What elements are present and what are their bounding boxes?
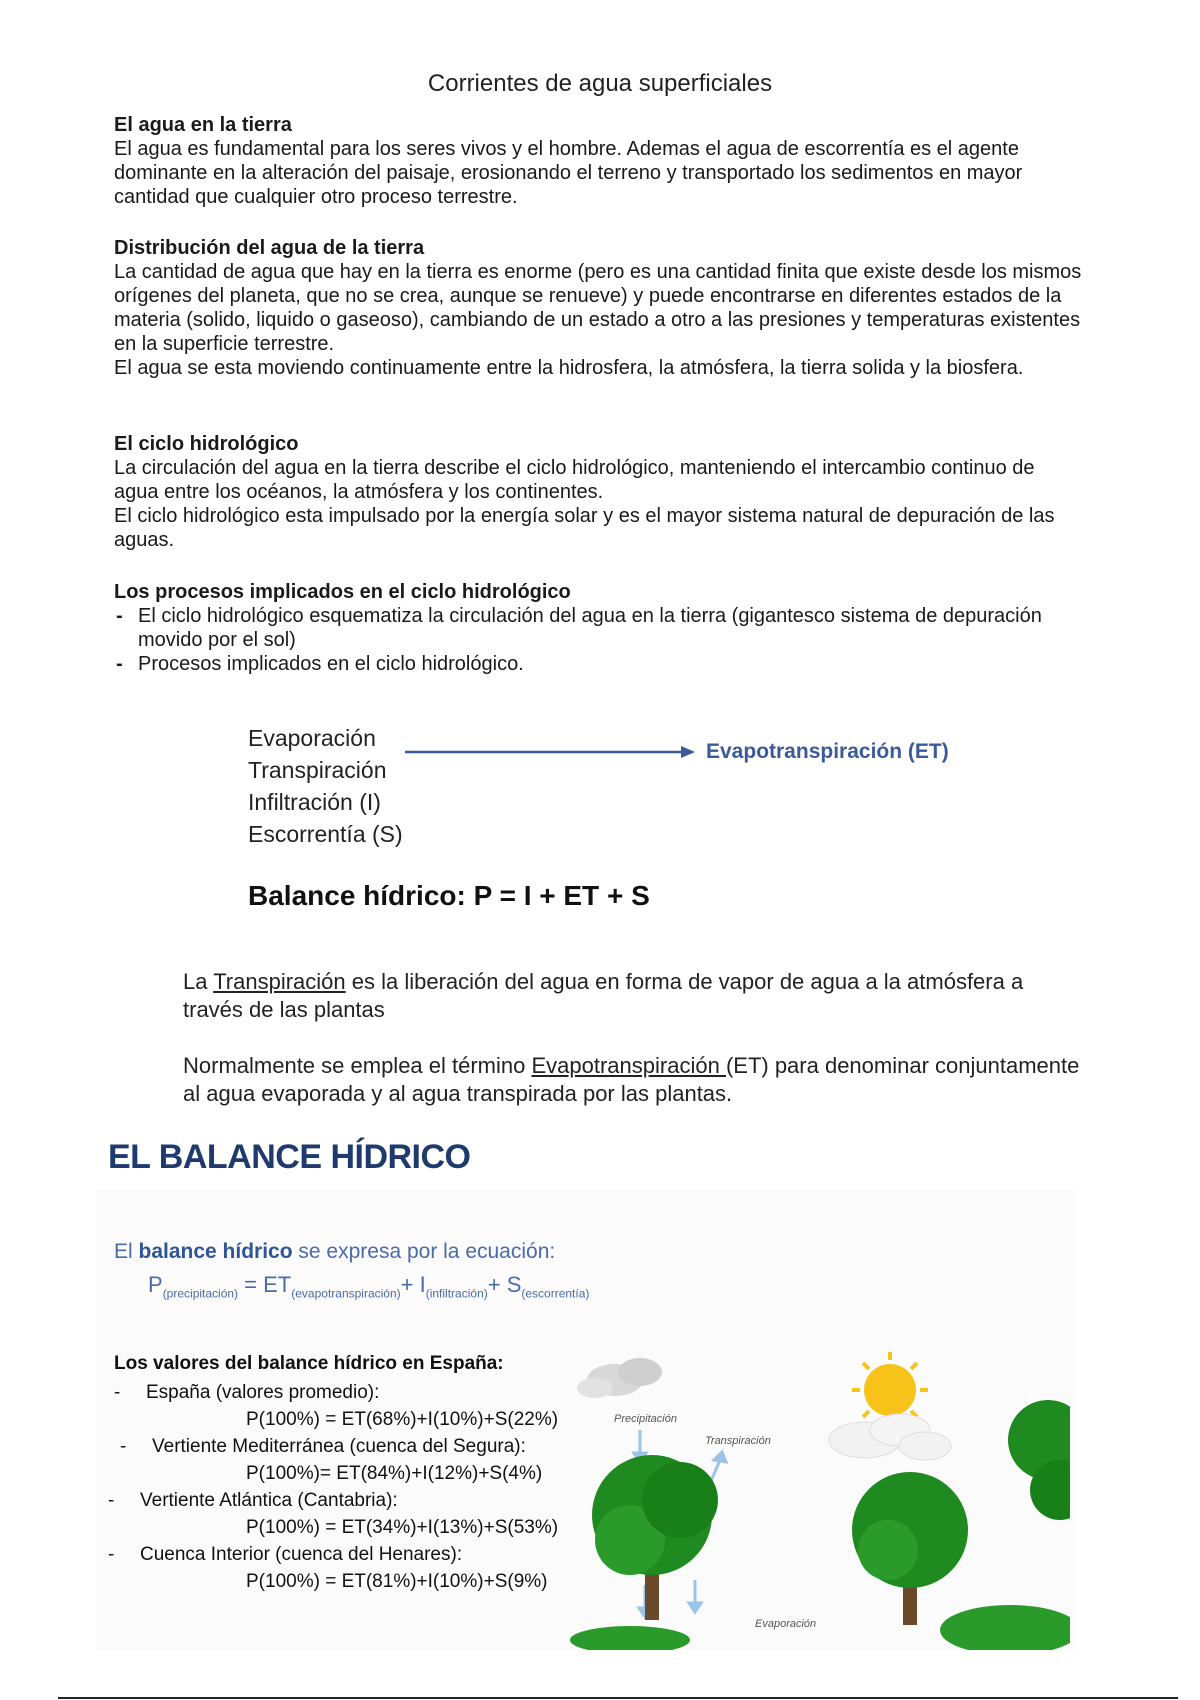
bottom-rule [58,1697,1178,1699]
section-heading: El ciclo hidrológico [114,433,299,455]
balance-heading: EL BALANCE HÍDRICO [108,1138,471,1176]
formula-part: P [148,1272,163,1297]
spain-item-label: Vertiente Atlántica (Cantabria): [140,1490,398,1511]
section-heading: Los procesos implicados en el ciclo hidrológico [114,581,571,603]
spain-item-value: P(100%) = ET(81%)+I(10%)+S(9%) [246,1571,548,1592]
section-agua-tierra [114,113,1084,209]
formula-part: + S [487,1272,522,1297]
bullet-dash: - [114,1382,121,1403]
process-list [248,722,403,850]
section-body: La cantidad de agua que hay en la tierra es enorme (pero es una cantidad finita que existe desde los mismos orígenes del planeta, que no se crea, aunque se renueve) y puede encontrarse en diferentes estados de la materia (solido, liquido o gaseoso), cambiando de un estado a otro a las presiones y temperaturas existentes en la superficie terrestre. [114,261,1082,355]
rain-cloud-icon [577,1358,662,1398]
process-infiltracion: Infiltración (I) [248,789,381,815]
definition-transpiracion [183,968,1083,1024]
definition-text: es la liberación del agua en forma de vapor de agua a la atmósfera a través de las plantas [183,969,1024,1022]
definition-text: La [183,969,214,994]
equation-intro [114,1240,555,1264]
label-precipitacion: Precipitación [614,1413,677,1425]
tree-icon [1008,1400,1070,1520]
process-evaporacion: Evaporación [248,725,376,751]
tree-icon [592,1455,718,1620]
right-arrow-icon [405,744,695,760]
definition-evapotranspiracion [183,1052,1083,1108]
page-title: Corrientes de agua superficiales [427,70,773,97]
list-item: - El ciclo hidrológico esquematiza la circulación del agua en la tierra (gigantesco sistema de depuración movido por el sol) [114,604,1084,652]
formula-part: + I [400,1272,426,1297]
intro-bold: balance hídrico [138,1240,293,1263]
balance-formula [148,1272,589,1300]
section-distribucion [114,236,1084,380]
definition-term: Evapotranspiración [531,1053,726,1078]
spain-item-value: P(100%)= ET(84%)+I(12%)+S(4%) [246,1463,543,1484]
formula-sub: (infiltración) [425,1286,488,1301]
definition-term: Transpiración [213,969,346,994]
section-heading: El agua en la tierra [114,114,292,136]
cloud-icon [829,1414,951,1460]
label-evaporacion: Evaporación [755,1618,817,1630]
section-body: El ciclo hidrológico esta impulsado por la energía solar y es el mayor sistema natural de depuración de las aguas. [114,505,1055,551]
spain-item-value: P(100%) = ET(34%)+I(13%)+S(53%) [246,1517,559,1538]
intro-text: se expresa por la ecuación: [292,1240,556,1263]
spain-item-label: Vertiente Mediterránea (cuenca del Segura): [152,1436,526,1457]
formula-sub: (escorrentía) [521,1286,590,1301]
definition-text: Normalmente se emplea el término [183,1053,532,1078]
spain-item-label: España (valores promedio): [146,1382,380,1403]
balance-equation: Balance hídrico: P = I + ET + S [248,880,650,911]
bullet-dash: - [120,1436,127,1457]
spain-item-label: Cuenca Interior (cuenca del Henares): [140,1544,463,1565]
et-label: Evapotranspiración (ET) [706,740,949,763]
bullet-dash: - [108,1544,115,1565]
formula-part: = ET [238,1272,292,1297]
spain-item-value: P(100%) = ET(68%)+I(10%)+S(22%) [246,1409,559,1430]
definition-text: (ET) para denominar conjuntamente al agua evaporada y al agua transpirada por las plantas. [183,1053,1080,1106]
formula-sub: (evapotranspiración) [291,1286,401,1301]
section-body: El agua es fundamental para los seres vivos y el hombre. Ademas el agua de escorrentía es el agente dominante en la alteración del paisaje, erosionando el terreno y transportado los sedimentos en mayor cantidad que cualquier otro proceso terrestre. [114,138,1023,208]
process-transpiracion: Transpiración [248,757,387,783]
section-heading: Distribución del agua de la tierra [114,237,425,259]
section-body: La circulación del agua en la tierra describe el ciclo hidrológico, manteniendo el intercambio continuo de agua entre los océanos, la atmósfera y los continentes. [114,457,1035,503]
section-procesos [114,580,1084,676]
list-item: - Procesos implicados en el ciclo hidrológico. [114,652,1084,676]
process-escorrentia: Escorrentía (S) [248,821,403,847]
formula-sub: (precipitación) [162,1286,239,1301]
process-bullets [114,604,1084,676]
sun-icon [852,1352,928,1417]
water-cycle-illustration [570,1350,1070,1650]
section-ciclo [114,432,1084,552]
label-transpiracion: Transpiración [705,1435,771,1447]
section-body: El agua se esta moviendo continuamente entre la hidrosfera, la atmósfera, la tierra solida y la biosfera. [114,357,1024,379]
bullet-dash: - [108,1490,115,1511]
spain-values-title: Los valores del balance hídrico en España: [114,1353,504,1374]
intro-text: El [114,1240,139,1263]
tree-icon [852,1472,968,1625]
